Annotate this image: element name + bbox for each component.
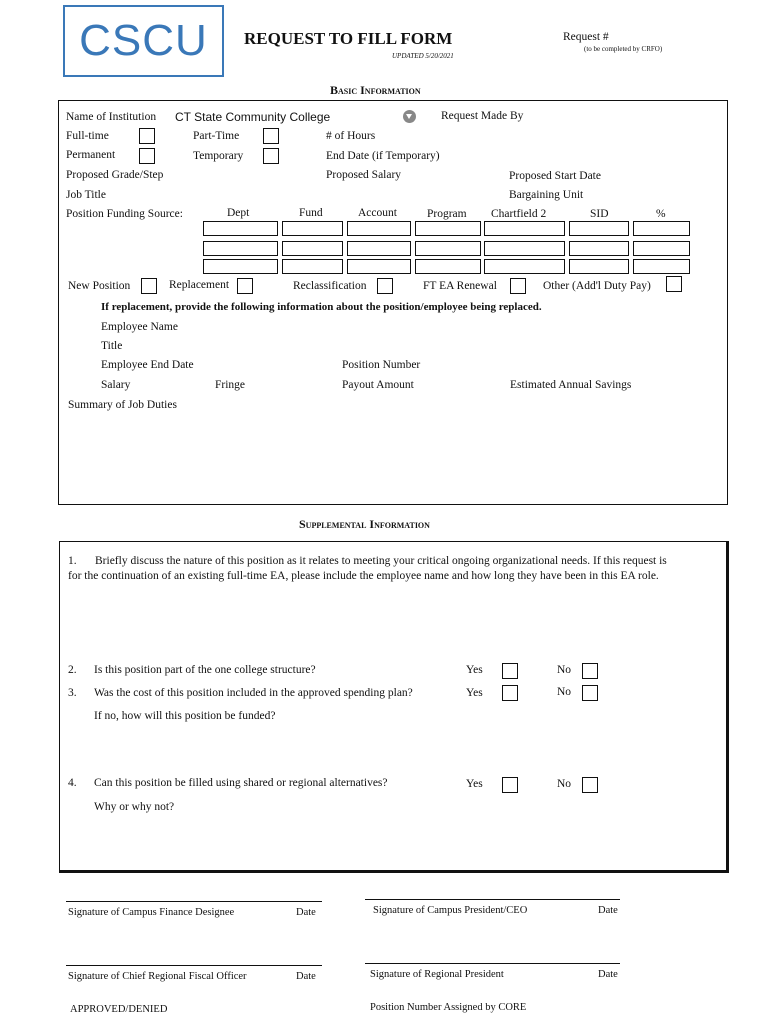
funding-chartfield-1[interactable]: [484, 221, 565, 236]
finance-date-label: Date: [296, 907, 316, 918]
savings-label: Estimated Annual Savings: [510, 379, 632, 391]
funding-account-1[interactable]: [347, 221, 411, 236]
end-date-label: End Date (if Temporary): [326, 150, 440, 162]
reclassification-checkbox[interactable]: [377, 278, 393, 294]
col-percent: %: [656, 208, 666, 220]
cfo-date-label: Date: [296, 971, 316, 982]
institution-label: Name of Institution: [66, 111, 157, 123]
funding-sid-2[interactable]: [569, 241, 629, 256]
col-account: Account: [358, 207, 397, 219]
replacement-checkbox[interactable]: [237, 278, 253, 294]
rep-salary-label: Salary: [101, 379, 131, 391]
q4-no-checkbox[interactable]: [582, 777, 598, 793]
q2-yes-checkbox[interactable]: [502, 663, 518, 679]
institution-select[interactable]: CT State Community College: [175, 110, 331, 124]
q3-text: Was the cost of this position included in the approved spending plan?: [94, 687, 413, 699]
regional-president-date-label: Date: [598, 969, 618, 980]
q4-text: Can this position be filled using shared or regional alternatives?: [94, 777, 388, 789]
approved-denied-label: APPROVED/DENIED: [70, 1004, 168, 1015]
q4-yes-label: Yes: [466, 778, 483, 790]
president-date-label: Date: [598, 905, 618, 916]
fringe-label: Fringe: [215, 379, 246, 391]
summary-label: Summary of Job Duties: [68, 399, 177, 411]
form-title: REQUEST TO FILL FORM: [244, 29, 453, 48]
reclassification-label: Reclassification: [293, 280, 367, 292]
col-sid: SID: [590, 208, 609, 220]
temporary-checkbox[interactable]: [263, 148, 279, 164]
funding-fund-1[interactable]: [282, 221, 343, 236]
q4-number: 4.: [68, 777, 77, 789]
q3-number: 3.: [68, 687, 77, 699]
funding-chartfield-2[interactable]: [484, 241, 565, 256]
col-chartfield: Chartfield 2: [491, 208, 547, 220]
updated-date: UPDATED 5/20/2021: [392, 52, 454, 60]
permanent-checkbox[interactable]: [139, 148, 155, 164]
q3-yes-checkbox[interactable]: [502, 685, 518, 701]
employee-end-date-label: Employee End Date: [101, 359, 194, 371]
funding-chartfield-3[interactable]: [484, 259, 565, 274]
q3-no-checkbox[interactable]: [582, 685, 598, 701]
funding-source-label: Position Funding Source:: [66, 208, 183, 220]
supplemental-section: [59, 541, 729, 873]
request-number-note: (to be completed by CRFO): [584, 45, 663, 53]
part-time-label: Part-Time: [193, 130, 240, 142]
cscu-logo: [63, 5, 224, 77]
president-signature-label: Signature of Campus President/CEO: [373, 905, 528, 916]
col-fund: Fund: [299, 207, 323, 219]
job-title-label: Job Title: [66, 189, 106, 201]
supplemental-heading: Supplemental Information: [299, 517, 430, 531]
part-time-checkbox[interactable]: [263, 128, 279, 144]
q2-yes-label: Yes: [466, 664, 483, 676]
q1-text-line2: for the continuation of an existing full-time EA, please include the employee name and how long they have been in this EA role.: [68, 570, 659, 582]
employee-name-label: Employee Name: [101, 321, 178, 333]
request-number-label: Request #: [563, 31, 609, 43]
funding-dept-3[interactable]: [203, 259, 278, 274]
finance-signature-line[interactable]: [66, 901, 322, 902]
new-position-checkbox[interactable]: [141, 278, 157, 294]
funding-percent-2[interactable]: [633, 241, 690, 256]
payout-label: Payout Amount: [342, 379, 414, 391]
funding-fund-3[interactable]: [282, 259, 343, 274]
funding-program-1[interactable]: [415, 221, 481, 236]
cfo-signature-line[interactable]: [66, 965, 322, 966]
q4-followup: Why or why not?: [94, 801, 175, 813]
q2-text: Is this position part of the one college structure?: [94, 664, 316, 676]
temporary-label: Temporary: [193, 150, 244, 162]
president-signature-line[interactable]: [365, 899, 620, 900]
funding-account-3[interactable]: [347, 259, 411, 274]
full-time-checkbox[interactable]: [139, 128, 155, 144]
q3-yes-label: Yes: [466, 687, 483, 699]
dropdown-arrow-icon[interactable]: [403, 110, 416, 123]
col-program: Program: [427, 208, 467, 220]
request-made-by-label: Request Made By: [441, 110, 524, 122]
funding-percent-3[interactable]: [633, 259, 690, 274]
col-dept: Dept: [227, 207, 250, 219]
q2-number: 2.: [68, 664, 77, 676]
q4-no-label: No: [557, 778, 572, 790]
ft-ea-renewal-label: FT EA Renewal: [423, 280, 497, 292]
funding-sid-3[interactable]: [569, 259, 629, 274]
q2-no-label: No: [557, 664, 572, 676]
replacement-heading: If replacement, provide the following information about the position/employee being replaced.: [101, 301, 542, 313]
q3-no-label: No: [557, 686, 572, 698]
funding-dept-2[interactable]: [203, 241, 278, 256]
q4-yes-checkbox[interactable]: [502, 777, 518, 793]
hours-label: # of Hours: [326, 130, 376, 142]
logo-text: CSCU: [79, 16, 208, 65]
other-label: Other (Add'l Duty Pay): [543, 280, 651, 292]
funding-sid-1[interactable]: [569, 221, 629, 236]
q3-followup: If no, how will this position be funded?: [94, 710, 276, 722]
regional-president-signature-label: Signature of Regional President: [370, 969, 504, 980]
bargaining-unit-label: Bargaining Unit: [509, 189, 584, 201]
grade-step-label: Proposed Grade/Step: [66, 169, 164, 181]
finance-signature-label: Signature of Campus Finance Designee: [68, 907, 235, 918]
replacement-label: Replacement: [169, 279, 230, 291]
funding-dept-1[interactable]: [203, 221, 278, 236]
funding-percent-1[interactable]: [633, 221, 690, 236]
permanent-label: Permanent: [66, 149, 116, 161]
funding-program-3[interactable]: [415, 259, 481, 274]
q2-no-checkbox[interactable]: [582, 663, 598, 679]
regional-president-signature-line[interactable]: [365, 963, 620, 964]
funding-fund-2[interactable]: [282, 241, 343, 256]
q1-number: 1.: [68, 555, 77, 567]
q1-text-line1: Briefly discuss the nature of this position as it relates to meeting your critical ongoing organizational needs. If this request is: [95, 555, 667, 567]
other-checkbox[interactable]: [666, 276, 682, 292]
position-number-label: Position Number: [342, 359, 421, 371]
full-time-label: Full-time: [66, 130, 109, 142]
ft-ea-renewal-checkbox[interactable]: [510, 278, 526, 294]
funding-account-2[interactable]: [347, 241, 411, 256]
basic-info-heading: Basic Information: [330, 83, 421, 97]
cfo-signature-label: Signature of Chief Regional Fiscal Officer: [68, 971, 247, 982]
new-position-label: New Position: [68, 280, 131, 292]
core-position-number-label: Position Number Assigned by CORE: [370, 1002, 527, 1013]
start-date-label: Proposed Start Date: [509, 170, 601, 182]
funding-program-2[interactable]: [415, 241, 481, 256]
proposed-salary-label: Proposed Salary: [326, 169, 402, 181]
rep-title-label: Title: [101, 340, 123, 352]
